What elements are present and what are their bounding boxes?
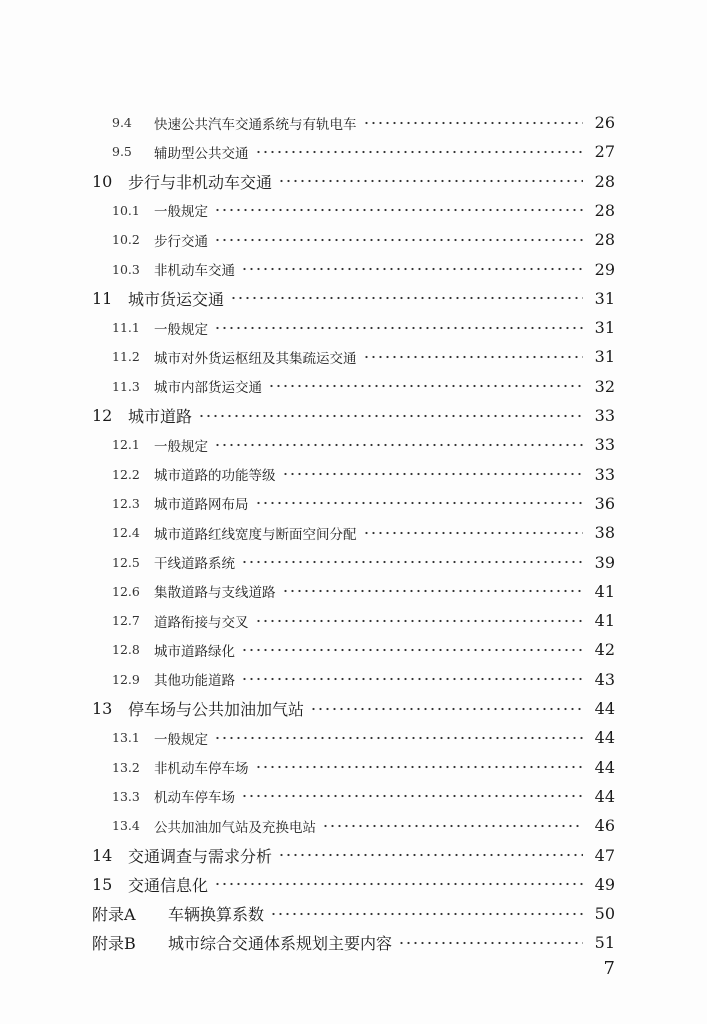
toc-entry-title: 道路衔接与交叉 [154, 614, 249, 631]
toc-entry-title: 城市内部货运交通 [154, 380, 262, 397]
toc-entry-number: 10.1 [112, 202, 140, 218]
dot-leader [278, 848, 583, 862]
toc-entry-page: 33 [594, 435, 615, 455]
toc-entry[interactable] [92, 841, 615, 870]
toc-entry[interactable] [112, 255, 615, 284]
dot-leader [241, 262, 583, 276]
toc-entry-number: 11.2 [112, 349, 140, 365]
dot-leader [282, 467, 584, 481]
toc-entry[interactable] [92, 284, 615, 313]
toc-entry[interactable] [112, 108, 615, 137]
toc-entry-title: 集散道路与支线道路 [154, 585, 276, 602]
toc-entry-page: 42 [594, 640, 615, 660]
toc-entry[interactable] [112, 372, 615, 401]
dot-leader [214, 321, 583, 335]
toc-entry[interactable] [92, 899, 615, 928]
toc-entry-number: 12.4 [112, 525, 140, 541]
toc-entry-number: 附录B [92, 934, 136, 954]
toc-entry-page: 46 [594, 816, 615, 836]
toc-entry-number: 12.1 [112, 437, 140, 453]
toc-entry-page: 39 [594, 552, 615, 572]
toc-entry-title: 机动车停车场 [154, 790, 235, 807]
toc-entry[interactable] [112, 460, 615, 489]
toc-entry-page: 41 [594, 581, 615, 601]
toc-entry-title: 一般规定 [154, 731, 208, 748]
toc-entry-page: 36 [594, 493, 615, 513]
toc-entry-number: 9.5 [112, 144, 132, 160]
toc-entry[interactable] [112, 753, 615, 782]
dot-leader [241, 555, 583, 569]
toc-entry-number: 11.3 [112, 378, 140, 394]
toc-entry-number: 9.4 [112, 115, 132, 130]
toc-entry-number: 13.4 [112, 818, 140, 834]
toc-entry[interactable] [112, 342, 615, 371]
dot-leader [310, 702, 583, 716]
toc-entry-title: 辅助型公共交通 [154, 145, 249, 162]
toc-entry-title: 城市道路网布局 [154, 497, 249, 514]
toc-entry-page: 44 [594, 786, 615, 806]
toc-entry-page: 44 [594, 757, 615, 777]
toc-entry[interactable] [92, 694, 615, 723]
toc-entry-number: 12.3 [112, 495, 140, 511]
toc-entry-page: 33 [594, 406, 615, 425]
dot-leader [230, 291, 583, 305]
toc-entry-title: 一般规定 [154, 204, 208, 221]
dot-leader [255, 614, 584, 628]
toc-entry-number: 13.3 [112, 788, 140, 804]
toc-entry-page: 29 [594, 259, 615, 279]
toc-entry-title: 车辆换算系数 [168, 905, 265, 925]
toc-entry-page: 51 [594, 933, 615, 953]
toc-entry-page: 28 [594, 200, 615, 220]
dot-leader [282, 584, 584, 598]
toc-entry[interactable] [112, 518, 615, 547]
toc-entry[interactable] [112, 489, 615, 518]
toc-entry-title: 非机动车停车场 [154, 761, 249, 778]
toc-entry-page: 31 [594, 318, 615, 338]
dot-leader [214, 877, 583, 891]
dot-leader [214, 203, 583, 217]
toc-entry[interactable] [112, 577, 615, 606]
page-number: 7 [603, 958, 615, 979]
toc-entry-title: 公共加油加气站及充换电站 [154, 819, 316, 836]
toc-entry-number: 13.1 [112, 730, 140, 746]
dot-leader [255, 496, 584, 510]
dot-leader [363, 116, 584, 130]
dot-leader [268, 379, 583, 393]
dot-leader [241, 643, 583, 657]
toc-entry-number: 10.2 [112, 232, 140, 248]
dot-leader [398, 936, 583, 950]
toc-entry-page: 50 [594, 904, 615, 924]
toc-entry-number: 12.6 [112, 583, 140, 599]
toc-entry-number: 11 [92, 288, 113, 308]
toc-entry-title: 一般规定 [154, 438, 208, 455]
dot-leader [255, 145, 584, 159]
toc-entry-title: 干线道路系统 [154, 556, 235, 572]
toc-entry-number: 附录A [92, 905, 136, 925]
dot-leader [198, 409, 583, 423]
dot-leader [255, 760, 584, 774]
toc-entry[interactable] [112, 782, 615, 811]
toc-entry-number: 15 [92, 874, 113, 894]
toc-entry-page: 31 [594, 347, 615, 367]
toc-entry-title: 城市道路绿化 [154, 643, 235, 660]
toc-entry[interactable] [112, 548, 615, 577]
toc-entry-number: 12.2 [112, 466, 140, 482]
dot-leader [214, 438, 583, 452]
toc-entry-number: 10 [92, 171, 113, 191]
toc-entry-title: 城市综合交通体系规划主要内容 [168, 934, 393, 954]
toc-entry-title: 城市货运交通 [128, 289, 225, 309]
toc-entry-page: 44 [594, 728, 615, 748]
toc-entry-page: 32 [594, 376, 615, 396]
toc-entry[interactable] [112, 137, 615, 166]
dot-leader [322, 819, 583, 833]
dot-leader [214, 233, 583, 247]
toc-entry-title: 城市道路的功能等级 [154, 468, 276, 485]
toc-entry-number: 14 [92, 845, 113, 865]
toc-entry-page: 43 [594, 669, 615, 689]
toc-entry-title: 停车场与公共加油加气站 [128, 700, 305, 719]
toc-entry[interactable] [112, 723, 615, 752]
toc-entry-title: 城市道路 [128, 407, 193, 426]
toc-entry-page: 41 [594, 611, 615, 631]
toc-entry-page: 28 [594, 230, 615, 250]
dot-leader [241, 672, 583, 686]
toc-entry-page: 44 [594, 699, 615, 718]
toc-entry[interactable] [112, 313, 615, 342]
toc-entry-page: 33 [594, 464, 615, 484]
toc-entry-title: 步行与非机动车交通 [128, 172, 273, 192]
toc-entry-number: 13.2 [112, 759, 140, 775]
toc-entry[interactable] [112, 430, 615, 459]
dot-leader [363, 350, 584, 364]
toc-entry-title: 交通调查与需求分析 [128, 846, 273, 866]
toc-entry-page: 28 [594, 171, 615, 191]
toc-entry-title: 快速公共汽车交通系统与有轨电车 [154, 116, 357, 133]
toc-entry-number: 10.3 [112, 261, 140, 277]
toc-entry-number: 12.5 [112, 554, 140, 570]
toc-entry[interactable] [92, 167, 615, 196]
toc-entry-title: 交通信息化 [128, 875, 209, 895]
toc-entry-number: 11.1 [112, 320, 140, 336]
toc-entry-number: 12.7 [112, 613, 140, 629]
toc-entry-page: 27 [594, 142, 615, 162]
toc-entry-title: 一般规定 [154, 321, 208, 338]
toc-entry-title: 步行交通 [154, 233, 208, 250]
toc-entry[interactable] [92, 870, 615, 899]
toc-entry-page: 49 [594, 874, 615, 894]
dot-leader [278, 174, 583, 188]
toc-entry-title: 城市道路红线宽度与断面空间分配 [154, 526, 357, 543]
dot-leader [270, 907, 583, 921]
toc-entry[interactable] [92, 401, 615, 430]
toc-entry[interactable] [92, 928, 615, 957]
toc-entry-page: 47 [594, 845, 615, 865]
dot-leader [241, 789, 583, 803]
toc-entry-title: 其他功能道路 [154, 673, 235, 690]
toc-entry[interactable] [112, 811, 615, 840]
toc-entry-page: 38 [594, 523, 615, 543]
toc-entry-number: 12 [92, 406, 113, 425]
toc-entry-page: 31 [594, 288, 615, 308]
toc-entry[interactable] [112, 196, 615, 225]
dot-leader [363, 526, 584, 540]
dot-leader [214, 731, 583, 745]
toc-entry-title: 非机动车交通 [154, 263, 235, 279]
toc-entry-number: 13 [92, 699, 113, 718]
toc-entry-number: 12.9 [112, 671, 140, 687]
toc-entry[interactable] [112, 665, 615, 694]
toc-entry[interactable] [112, 225, 615, 254]
toc-entry[interactable] [112, 606, 615, 635]
toc-entry-page: 26 [594, 113, 615, 132]
toc-entry-number: 12.8 [112, 642, 140, 658]
toc-entry[interactable] [112, 635, 615, 664]
toc-entry-title: 城市对外货运枢纽及其集疏运交通 [154, 350, 357, 367]
